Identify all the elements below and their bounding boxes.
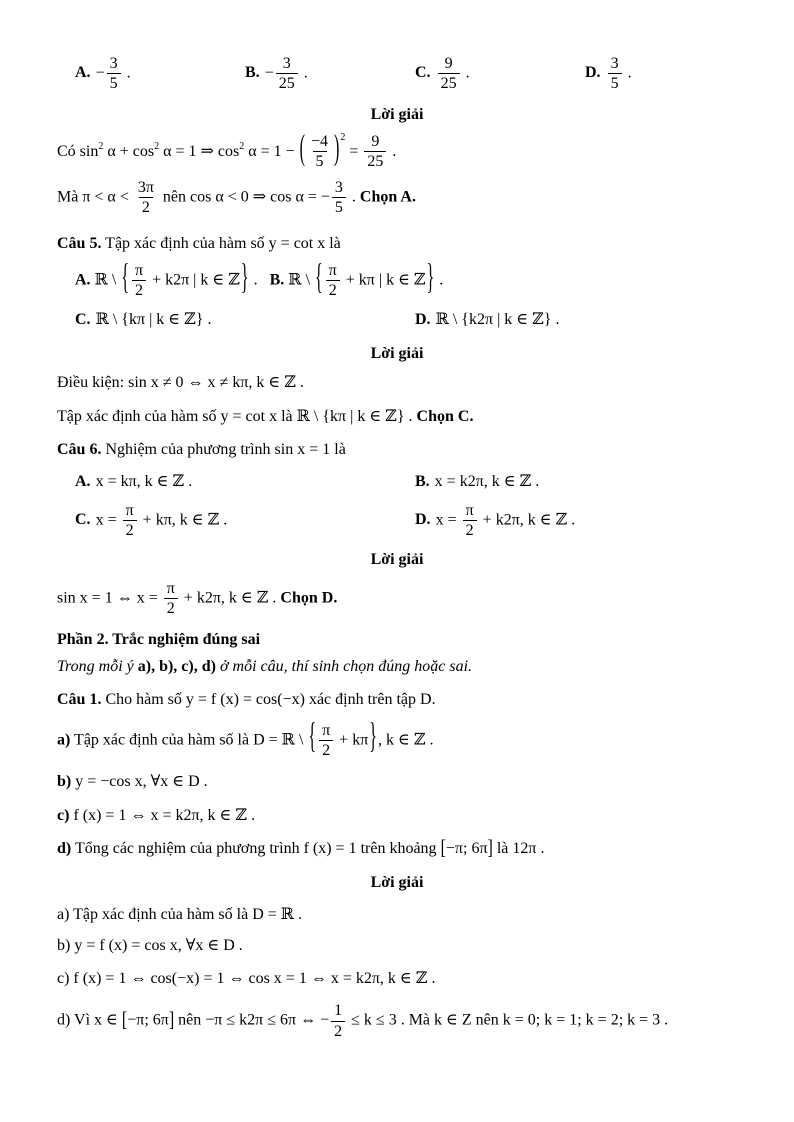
q4-sol-2 (57, 179, 737, 217)
text-run: + kπ (335, 731, 369, 749)
superscript: 2 (340, 131, 346, 143)
fraction (438, 55, 460, 93)
text-run: x = (435, 511, 461, 529)
fraction-numerator: 3 (610, 55, 619, 72)
bold-run: Lời giải (370, 344, 424, 362)
q6-options-cd (57, 502, 737, 540)
fraction (326, 262, 340, 300)
option-label: C. (415, 64, 431, 82)
bold-run: Chọn D. (280, 589, 338, 607)
fraction-denominator: 5 (332, 197, 346, 216)
bold-run: Lời giải (370, 874, 424, 892)
option-label: C. (75, 310, 91, 328)
bracket-delimiter: ] (487, 836, 493, 860)
option-A (57, 472, 397, 492)
q4-sol-1 (57, 129, 737, 171)
fraction (164, 580, 178, 618)
superscript: 2 (239, 140, 245, 152)
p2q1-sol-a (57, 905, 737, 925)
q5-sol-1 (57, 373, 737, 393)
text-run: Tập xác định của hàm số y = cot x là (101, 235, 341, 253)
bracket-delimiter: [ (121, 1008, 128, 1031)
fraction-numerator: π (125, 501, 134, 519)
p2q1-sol-d (57, 1002, 737, 1040)
text-run: ℝ \ {kπ | k ∈ ℤ} . (95, 310, 212, 328)
text-run: . (347, 188, 360, 206)
fraction (331, 1002, 345, 1040)
q5-options-cd (57, 310, 737, 330)
fraction (276, 55, 298, 93)
text-run: sin x = 1 ⇔ x = (57, 589, 162, 607)
option-D (567, 55, 737, 93)
text-run: + k2π, k ∈ ℤ . (478, 511, 576, 529)
fraction-numerator: 3 (334, 178, 343, 196)
bold-run: Chọn C. (416, 407, 474, 425)
q6-options-ab (57, 472, 737, 492)
option-label: D. (585, 64, 601, 82)
fraction-numerator: π (322, 721, 331, 739)
text-run: . (623, 64, 632, 82)
fraction-denominator: 2 (463, 520, 477, 539)
bold-run: Câu 5. (57, 235, 102, 253)
text-run: y = −cos x, ∀x ∈ D . (71, 773, 208, 791)
text-run: + kπ | k ∈ ℤ (341, 271, 426, 289)
q4-options (57, 55, 737, 93)
superscript: 2 (98, 140, 104, 152)
big-delimiter: ) (334, 129, 340, 168)
bold-run: a) (57, 731, 71, 749)
bold-run: Câu 6. (57, 440, 102, 458)
option-label: B. (245, 64, 260, 82)
text-run: ℝ \ {k2π | k ∈ ℤ} . (435, 310, 560, 328)
fraction (364, 133, 386, 171)
text-run: α = 1 ⇒ cos (159, 142, 240, 160)
option-label: C. (75, 511, 91, 529)
italic-run: Trong mỗi ý (57, 657, 138, 675)
option-A (57, 55, 227, 93)
option-B (227, 55, 397, 93)
option-label: D. (415, 511, 431, 529)
fraction (332, 179, 346, 217)
fraction-numerator: π (328, 262, 337, 280)
big-delimiter: { (308, 717, 317, 757)
fraction-denominator: 5 (107, 73, 121, 92)
q5-sol-2 (57, 407, 737, 427)
big-delimiter: { (315, 258, 323, 297)
fraction (123, 502, 137, 540)
text-run: . (249, 271, 262, 289)
fraction-numerator: 3π (137, 178, 154, 196)
option-C (57, 502, 397, 540)
bold-run: Lời giải (370, 105, 424, 123)
fraction (308, 133, 331, 171)
bold-run: Phần 2. Trắc nghiệm đúng sai (57, 630, 261, 648)
text-run: c) f (x) = 1 ⇔ cos(−x) = 1 ⇔ cos x = 1 ⇔ x = k2π, k ∈ ℤ . (57, 970, 436, 988)
text-run: ℝ \ (284, 271, 315, 289)
text-run: Mà π < α < (57, 188, 133, 206)
text-run: Có sin (57, 142, 99, 160)
text-run: α + cos (103, 142, 155, 160)
bold-run: A. (75, 271, 91, 289)
text-run: x = kπ, k ∈ ℤ . (95, 472, 193, 490)
bold-run: b) (57, 773, 72, 791)
fraction (319, 722, 333, 760)
text-run: . (435, 271, 444, 289)
fraction-denominator: 2 (326, 280, 340, 299)
bold-run: B. (269, 271, 285, 289)
bold-run: Câu 1. (57, 690, 102, 708)
fraction-denominator: 25 (438, 73, 460, 92)
bracket-delimiter: ] (168, 1008, 175, 1031)
text-run: −π; 6π (445, 840, 488, 858)
fraction-denominator: 5 (313, 151, 327, 170)
text-run: ≤ k ≤ 3 . Mà k ∈ Z nên k = 0; k = 1; k = 2; k = 3 . (347, 1011, 669, 1029)
text-run: . (388, 142, 397, 160)
text-run: Nghiệm của phương trình sin x = 1 là (101, 440, 346, 458)
fraction-numerator: π (135, 262, 144, 280)
text-run: là 12π . (492, 840, 545, 858)
text-run: + k2π | k ∈ ℤ (148, 271, 240, 289)
text-run: Tổng các nghiệm của phương trình f (x) = 1 trên khoảng (71, 840, 441, 858)
text-run: . (299, 64, 308, 82)
p2q1-c (57, 806, 737, 826)
text-run: + kπ, k ∈ ℤ . (138, 511, 228, 529)
big-delimiter: } (426, 258, 435, 297)
loigiai-q5 (57, 344, 737, 364)
option-label: A. (75, 472, 91, 490)
bold-run: Lời giải (370, 551, 424, 569)
p2q1-d (57, 836, 737, 860)
loigiai-p2q1 (57, 873, 737, 893)
bold-run: a), b), c), d) (137, 657, 216, 675)
option-C (57, 310, 397, 330)
text-run: = (345, 142, 363, 160)
superscript: 2 (154, 140, 160, 152)
option-label: A. (75, 64, 91, 82)
text-run: ℝ \ (90, 271, 121, 289)
text-run: x = k2π, k ∈ ℤ . (434, 472, 540, 490)
text-run: f (x) = 1 ⇔ x = k2π, k ∈ ℤ . (69, 807, 256, 825)
italic-run: ở mỗi câu, thí sinh chọn đúng hoặc sai. (215, 657, 473, 675)
text-run: a) Tập xác định của hàm số là D = ℝ . (57, 906, 303, 924)
text-run: . (122, 64, 131, 82)
fraction-denominator: 25 (276, 73, 298, 92)
option-label: D. (415, 310, 431, 328)
text-run: Tập xác định của hàm số là D = ℝ \ (70, 731, 308, 749)
text-run: − (264, 64, 274, 82)
fraction-numerator: 1 (334, 1002, 343, 1020)
big-delimiter: } (369, 717, 377, 757)
part2-instruction (57, 657, 737, 677)
text-run: Tập xác định của hàm số y = cot x là ℝ \ {kπ | k ∈ ℤ} . (57, 407, 417, 425)
q6-stem (57, 440, 737, 460)
bold-run: c) (57, 807, 70, 825)
fraction-denominator: 2 (139, 197, 153, 216)
bold-run: Chọn A. (359, 188, 416, 206)
fraction-denominator: 2 (123, 520, 137, 539)
fraction-numerator: π (166, 580, 175, 598)
fraction-numerator: −4 (310, 133, 329, 151)
part2-heading (57, 630, 737, 650)
option-C (397, 55, 567, 93)
fraction-numerator: π (465, 501, 474, 519)
text-run: b) y = f (x) = cos x, ∀x ∈ D . (57, 937, 243, 955)
fraction (107, 55, 121, 93)
bracket-delimiter: [ (440, 836, 446, 860)
big-delimiter: } (240, 258, 249, 297)
text-run: d) Vì x ∈ (57, 1011, 122, 1029)
option-B (397, 472, 737, 492)
fraction-denominator: 5 (608, 73, 622, 92)
fraction-denominator: 2 (319, 740, 333, 759)
big-delimiter: ( (299, 129, 305, 168)
text-run: x = (95, 511, 121, 529)
text-run: + k2π, k ∈ ℤ . (179, 589, 281, 607)
fraction (463, 502, 477, 540)
text-run: Điều kiện: sin x ≠ 0 ⇔ x ≠ kπ, k ∈ ℤ . (57, 373, 304, 391)
bold-run: d) (57, 840, 72, 858)
p2q1-b (57, 772, 737, 792)
text-run: α = 1 − (244, 142, 299, 160)
p2q1-a (57, 717, 737, 760)
p2q1-sol-b (57, 936, 737, 956)
text-run: − (95, 64, 105, 82)
fraction-numerator: 9 (371, 133, 380, 151)
big-delimiter: { (121, 258, 129, 297)
fraction (608, 55, 622, 93)
fraction-denominator: 2 (132, 280, 146, 299)
fraction-denominator: 25 (364, 151, 386, 170)
fraction (132, 262, 146, 300)
fraction-denominator: 2 (331, 1021, 345, 1040)
text-run: Cho hàm số y = f (x) = cos(−x) xác định trên tập D. (101, 690, 436, 708)
option-D (397, 310, 737, 330)
text-run: . (461, 64, 470, 82)
text-run: nên cos α < 0 ⇒ cos α = − (158, 188, 330, 206)
fraction-denominator: 2 (164, 598, 178, 617)
option-label: B. (415, 472, 430, 490)
fraction-numerator: 9 (444, 55, 453, 72)
text-run: , k ∈ ℤ . (377, 731, 434, 749)
fraction (135, 179, 157, 217)
q6-sol-1 (57, 580, 737, 618)
fraction-numerator: 3 (109, 55, 118, 72)
loigiai-q6 (57, 550, 737, 570)
p2q1-sol-c (57, 969, 737, 989)
q5-stem (57, 234, 737, 254)
q5-options-ab (57, 258, 737, 300)
option-D (397, 502, 737, 540)
fraction-numerator: 3 (282, 55, 291, 72)
text-run: −π; 6π (127, 1011, 169, 1029)
text-run: nên −π ≤ k2π ≤ 6π ⇔ − (174, 1011, 330, 1029)
p2q1-stem (57, 690, 737, 710)
loigiai-q4 (57, 105, 737, 125)
